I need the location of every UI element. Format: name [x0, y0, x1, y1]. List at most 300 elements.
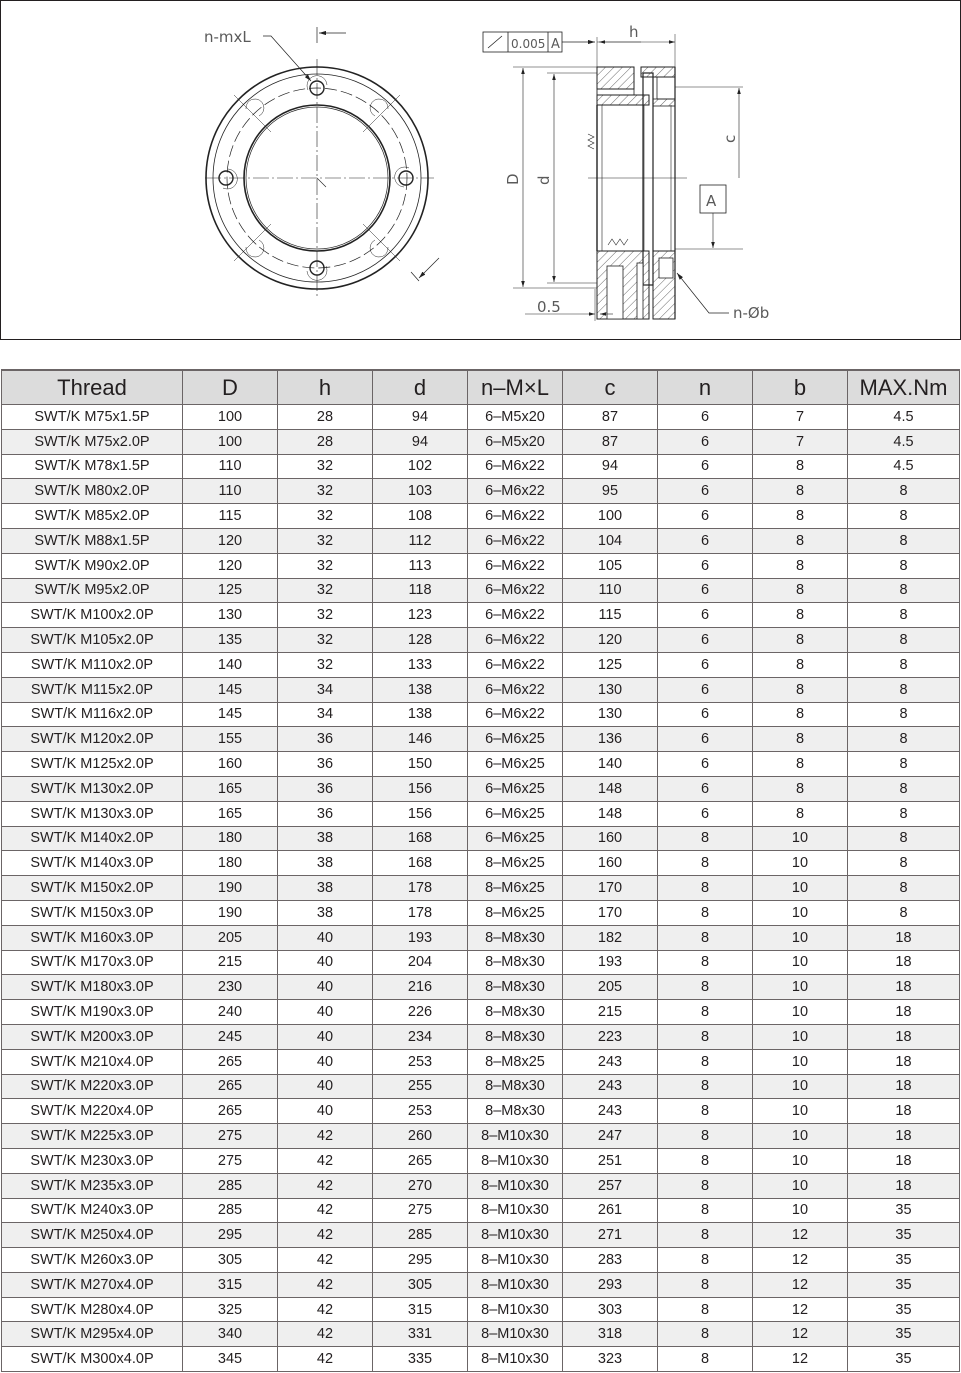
cell-d: 108 [373, 504, 468, 529]
cell-n: 6 [658, 702, 753, 727]
cell-n: 8 [658, 1099, 753, 1124]
bolt-hole [219, 169, 237, 189]
cell-n-M-L: 6–M6x22 [468, 628, 563, 653]
cell-b: 10 [753, 826, 848, 851]
cell-h: 38 [278, 851, 373, 876]
cell-thread: SWT/K M220x4.0P [2, 1099, 183, 1124]
bolt-pattern-label: n-mxL [204, 28, 251, 46]
cell-n-M-L: 8–M10x30 [468, 1272, 563, 1297]
cell-b: 10 [753, 925, 848, 950]
cell-thread: SWT/K M80x2.0P [2, 479, 183, 504]
cell-n: 6 [658, 677, 753, 702]
cell-d: 255 [373, 1074, 468, 1099]
cell-d: 226 [373, 1000, 468, 1025]
cell-b: 8 [753, 603, 848, 628]
cell-c: 120 [563, 628, 658, 653]
cell-d: 103 [373, 479, 468, 504]
cell-d: 156 [373, 801, 468, 826]
cell-n: 6 [658, 752, 753, 777]
cell-h: 36 [278, 727, 373, 752]
cell-d: 168 [373, 826, 468, 851]
cell-n-M-L: 6–M6x22 [468, 454, 563, 479]
cell-max-nm: 18 [848, 1124, 960, 1149]
table-row [2, 652, 960, 677]
cell-d: 146 [373, 727, 468, 752]
cell-b: 8 [753, 578, 848, 603]
cell-D: 240 [183, 1000, 278, 1025]
cell-D: 180 [183, 851, 278, 876]
cell-h: 42 [278, 1322, 373, 1347]
table-row [2, 1074, 960, 1099]
cell-h: 40 [278, 925, 373, 950]
cell-n: 8 [658, 851, 753, 876]
column-header-n-M-L: n–M×L [468, 370, 563, 405]
cell-b: 10 [753, 1198, 848, 1223]
column-header-b: b [753, 370, 848, 405]
cell-h: 42 [278, 1272, 373, 1297]
table-row [2, 727, 960, 752]
cell-D: 345 [183, 1347, 278, 1372]
table-row [2, 528, 960, 553]
cell-c: 130 [563, 677, 658, 702]
cell-max-nm: 18 [848, 1024, 960, 1049]
table-row [2, 1198, 960, 1223]
cell-n: 8 [658, 1223, 753, 1248]
cell-D: 275 [183, 1148, 278, 1173]
cell-thread: SWT/K M75x2.0P [2, 429, 183, 454]
cell-max-nm: 8 [848, 479, 960, 504]
cell-h: 42 [278, 1148, 373, 1173]
cell-d: 168 [373, 851, 468, 876]
cell-h: 40 [278, 1099, 373, 1124]
cell-c: 100 [563, 504, 658, 529]
cell-c: 148 [563, 801, 658, 826]
cell-n: 8 [658, 975, 753, 1000]
cell-c: 182 [563, 925, 658, 950]
table-row [2, 677, 960, 702]
cell-n-M-L: 8–M10x30 [468, 1223, 563, 1248]
cell-D: 165 [183, 776, 278, 801]
table-row [2, 851, 960, 876]
cell-thread: SWT/K M225x3.0P [2, 1124, 183, 1149]
cell-max-nm: 8 [848, 851, 960, 876]
cell-max-nm: 35 [848, 1248, 960, 1273]
tolerance-datum: A [551, 37, 560, 52]
cell-D: 295 [183, 1223, 278, 1248]
cell-c: 243 [563, 1099, 658, 1124]
cell-max-nm: 8 [848, 900, 960, 925]
cell-max-nm: 35 [848, 1223, 960, 1248]
cell-n-M-L: 8–M10x30 [468, 1173, 563, 1198]
cell-n: 8 [658, 1000, 753, 1025]
cell-b: 8 [753, 504, 848, 529]
cell-D: 110 [183, 479, 278, 504]
cell-n-M-L: 6–M6x25 [468, 801, 563, 826]
cell-c: 140 [563, 752, 658, 777]
table-row [2, 900, 960, 925]
cell-n: 6 [658, 801, 753, 826]
cell-n: 8 [658, 1173, 753, 1198]
cell-h: 32 [278, 479, 373, 504]
cell-n: 6 [658, 479, 753, 504]
cell-h: 42 [278, 1223, 373, 1248]
cell-max-nm: 8 [848, 727, 960, 752]
column-header-c: c [563, 370, 658, 405]
cell-d: 138 [373, 677, 468, 702]
column-header-d: d [373, 370, 468, 405]
cell-b: 8 [753, 702, 848, 727]
cell-max-nm: 4.5 [848, 405, 960, 430]
cell-D: 115 [183, 504, 278, 529]
table-row [2, 1000, 960, 1025]
cell-D: 110 [183, 454, 278, 479]
cell-n-M-L: 8–M6x25 [468, 876, 563, 901]
cell-thread: SWT/K M150x2.0P [2, 876, 183, 901]
cell-d: 305 [373, 1272, 468, 1297]
cell-d: 204 [373, 950, 468, 975]
cell-max-nm: 18 [848, 975, 960, 1000]
cell-thread: SWT/K M260x3.0P [2, 1248, 183, 1273]
cell-max-nm: 8 [848, 776, 960, 801]
cell-h: 42 [278, 1124, 373, 1149]
cell-thread: SWT/K M105x2.0P [2, 628, 183, 653]
cell-n-M-L: 8–M8x30 [468, 1074, 563, 1099]
cell-max-nm: 8 [848, 528, 960, 553]
cell-h: 42 [278, 1248, 373, 1273]
cell-thread: SWT/K M240x3.0P [2, 1198, 183, 1223]
cell-max-nm: 8 [848, 652, 960, 677]
column-header-thread: Thread [2, 370, 183, 405]
cell-max-nm: 35 [848, 1272, 960, 1297]
cell-max-nm: 8 [848, 702, 960, 727]
cell-n-M-L: 8–M8x30 [468, 925, 563, 950]
cell-c: 261 [563, 1198, 658, 1223]
cell-max-nm: 8 [848, 801, 960, 826]
tolerance-value: 0.005 [511, 37, 546, 51]
cell-b: 10 [753, 1099, 848, 1124]
cell-thread: SWT/K M120x2.0P [2, 727, 183, 752]
dimension-d-label: d [535, 175, 553, 185]
cell-d: 178 [373, 876, 468, 901]
cell-n: 8 [658, 925, 753, 950]
cell-c: 271 [563, 1223, 658, 1248]
cell-D: 145 [183, 677, 278, 702]
cell-thread: SWT/K M295x4.0P [2, 1322, 183, 1347]
cell-h: 38 [278, 826, 373, 851]
cell-d: 178 [373, 900, 468, 925]
table-row [2, 925, 960, 950]
cell-n-M-L: 6–M6x22 [468, 677, 563, 702]
cell-thread: SWT/K M75x1.5P [2, 405, 183, 430]
dimension-c-label: c [721, 134, 739, 143]
cell-h: 36 [278, 752, 373, 777]
cell-thread: SWT/K M140x3.0P [2, 851, 183, 876]
cell-h: 36 [278, 776, 373, 801]
cell-n: 8 [658, 1347, 753, 1372]
cell-n-M-L: 8–M10x30 [468, 1297, 563, 1322]
cell-h: 40 [278, 950, 373, 975]
cell-n-M-L: 8–M8x30 [468, 1000, 563, 1025]
cell-d: 133 [373, 652, 468, 677]
cell-c: 205 [563, 975, 658, 1000]
cell-thread: SWT/K M280x4.0P [2, 1297, 183, 1322]
cell-d: 234 [373, 1024, 468, 1049]
cell-d: 112 [373, 528, 468, 553]
cell-thread: SWT/K M270x4.0P [2, 1272, 183, 1297]
table-row [2, 1124, 960, 1149]
cell-n: 6 [658, 776, 753, 801]
cell-D: 265 [183, 1099, 278, 1124]
table-row [2, 975, 960, 1000]
table-row [2, 876, 960, 901]
cell-D: 315 [183, 1272, 278, 1297]
cell-n: 6 [658, 553, 753, 578]
cell-d: 315 [373, 1297, 468, 1322]
cell-n-M-L: 6–M6x25 [468, 752, 563, 777]
cell-thread: SWT/K M110x2.0P [2, 652, 183, 677]
cell-c: 243 [563, 1049, 658, 1074]
cell-D: 125 [183, 578, 278, 603]
cell-thread: SWT/K M220x3.0P [2, 1074, 183, 1099]
cell-d: 193 [373, 925, 468, 950]
table-row [2, 752, 960, 777]
cell-n: 6 [658, 652, 753, 677]
cell-max-nm: 18 [848, 1049, 960, 1074]
cell-max-nm: 18 [848, 950, 960, 975]
table-row [2, 553, 960, 578]
cell-c: 251 [563, 1148, 658, 1173]
cell-n-M-L: 8–M10x30 [468, 1248, 563, 1273]
table-row [2, 454, 960, 479]
cell-max-nm: 4.5 [848, 454, 960, 479]
cell-D: 275 [183, 1124, 278, 1149]
cell-n-M-L: 6–M5x20 [468, 405, 563, 430]
cell-max-nm: 8 [848, 677, 960, 702]
cell-max-nm: 8 [848, 826, 960, 851]
cell-D: 180 [183, 826, 278, 851]
cell-max-nm: 8 [848, 628, 960, 653]
cell-n: 8 [658, 1049, 753, 1074]
hole-label: n-Øb [733, 304, 770, 322]
cell-n: 8 [658, 1124, 753, 1149]
cell-thread: SWT/K M95x2.0P [2, 578, 183, 603]
cell-max-nm: 18 [848, 1000, 960, 1025]
cell-b: 8 [753, 454, 848, 479]
cell-b: 10 [753, 975, 848, 1000]
cell-thread: SWT/K M300x4.0P [2, 1347, 183, 1372]
front-view [205, 27, 439, 299]
cell-c: 170 [563, 900, 658, 925]
cell-c: 293 [563, 1272, 658, 1297]
cell-d: 295 [373, 1248, 468, 1273]
cell-n: 8 [658, 1198, 753, 1223]
cell-n-M-L: 6–M6x22 [468, 553, 563, 578]
cell-thread: SWT/K M85x2.0P [2, 504, 183, 529]
cell-d: 253 [373, 1099, 468, 1124]
cell-b: 8 [753, 727, 848, 752]
cell-thread: SWT/K M180x3.0P [2, 975, 183, 1000]
cell-d: 265 [373, 1148, 468, 1173]
cell-c: 148 [563, 776, 658, 801]
cell-D: 165 [183, 801, 278, 826]
cell-c: 223 [563, 1024, 658, 1049]
cell-max-nm: 8 [848, 603, 960, 628]
cell-n: 6 [658, 528, 753, 553]
cell-d: 94 [373, 429, 468, 454]
cell-n-M-L: 8–M8x30 [468, 975, 563, 1000]
cell-max-nm: 8 [848, 578, 960, 603]
cell-n-M-L: 8–M8x30 [468, 950, 563, 975]
cell-D: 120 [183, 553, 278, 578]
table-row [2, 1322, 960, 1347]
column-header-n: n [658, 370, 753, 405]
cell-d: 270 [373, 1173, 468, 1198]
cell-thread: SWT/K M200x3.0P [2, 1024, 183, 1049]
table-row [2, 1173, 960, 1198]
cell-n-M-L: 8–M8x30 [468, 1099, 563, 1124]
cell-b: 10 [753, 1049, 848, 1074]
cell-D: 265 [183, 1074, 278, 1099]
cell-n-M-L: 6–M6x22 [468, 528, 563, 553]
cell-h: 40 [278, 1074, 373, 1099]
cell-b: 8 [753, 553, 848, 578]
cell-D: 285 [183, 1198, 278, 1223]
cell-n: 8 [658, 1322, 753, 1347]
table-row [2, 1272, 960, 1297]
drawing-canvas [1, 1, 961, 341]
cell-h: 32 [278, 504, 373, 529]
cell-b: 12 [753, 1223, 848, 1248]
cell-d: 156 [373, 776, 468, 801]
cell-D: 135 [183, 628, 278, 653]
cell-b: 12 [753, 1272, 848, 1297]
cell-b: 12 [753, 1297, 848, 1322]
table-row [2, 801, 960, 826]
cell-thread: SWT/K M100x2.0P [2, 603, 183, 628]
cell-thread: SWT/K M170x3.0P [2, 950, 183, 975]
cell-n: 8 [658, 1148, 753, 1173]
cell-D: 155 [183, 727, 278, 752]
cell-thread: SWT/K M235x3.0P [2, 1173, 183, 1198]
cell-b: 10 [753, 1074, 848, 1099]
cell-c: 87 [563, 405, 658, 430]
table-row [2, 826, 960, 851]
table-row [2, 578, 960, 603]
cell-D: 265 [183, 1049, 278, 1074]
cell-c: 247 [563, 1124, 658, 1149]
cell-D: 130 [183, 603, 278, 628]
cell-h: 40 [278, 1049, 373, 1074]
cell-n: 8 [658, 950, 753, 975]
cell-n: 6 [658, 628, 753, 653]
cell-max-nm: 18 [848, 1173, 960, 1198]
cell-n: 6 [658, 454, 753, 479]
table-header-row [2, 370, 960, 405]
offset-label: 0.5 [537, 298, 561, 316]
cell-d: 123 [373, 603, 468, 628]
cell-n-M-L: 8–M10x30 [468, 1322, 563, 1347]
cell-D: 285 [183, 1173, 278, 1198]
cell-D: 100 [183, 405, 278, 430]
cell-b: 8 [753, 628, 848, 653]
cell-max-nm: 35 [848, 1322, 960, 1347]
cell-n: 8 [658, 1074, 753, 1099]
table-row [2, 1024, 960, 1049]
cell-n-M-L: 8–M10x30 [468, 1347, 563, 1372]
cell-D: 230 [183, 975, 278, 1000]
cell-max-nm: 4.5 [848, 429, 960, 454]
cell-c: 243 [563, 1074, 658, 1099]
table-row [2, 479, 960, 504]
cell-d: 102 [373, 454, 468, 479]
cell-max-nm: 18 [848, 925, 960, 950]
cell-thread: SWT/K M160x3.0P [2, 925, 183, 950]
cell-max-nm: 35 [848, 1347, 960, 1372]
cell-n: 6 [658, 504, 753, 529]
table-row [2, 1248, 960, 1273]
cell-n: 8 [658, 1024, 753, 1049]
cell-b: 10 [753, 1173, 848, 1198]
column-header-max-nm: MAX.Nm [848, 370, 960, 405]
cell-n: 8 [658, 900, 753, 925]
cell-d: 150 [373, 752, 468, 777]
table-row [2, 1347, 960, 1372]
cell-c: 110 [563, 578, 658, 603]
cell-c: 215 [563, 1000, 658, 1025]
column-header-h: h [278, 370, 373, 405]
cell-c: 104 [563, 528, 658, 553]
cell-n: 6 [658, 603, 753, 628]
cell-c: 136 [563, 727, 658, 752]
column-header-D: D [183, 370, 278, 405]
cell-n-M-L: 6–M5x20 [468, 429, 563, 454]
cell-thread: SWT/K M210x4.0P [2, 1049, 183, 1074]
cell-thread: SWT/K M140x2.0P [2, 826, 183, 851]
cell-h: 38 [278, 876, 373, 901]
cell-max-nm: 8 [848, 504, 960, 529]
cell-b: 10 [753, 1024, 848, 1049]
runout-arrow-icon [488, 36, 502, 48]
cell-n: 8 [658, 1248, 753, 1273]
cell-D: 100 [183, 429, 278, 454]
cell-b: 10 [753, 1124, 848, 1149]
cell-n: 8 [658, 876, 753, 901]
cell-D: 305 [183, 1248, 278, 1273]
cell-c: 193 [563, 950, 658, 975]
cell-n-M-L: 6–M6x22 [468, 504, 563, 529]
cell-n-M-L: 6–M6x22 [468, 652, 563, 677]
cell-max-nm: 8 [848, 553, 960, 578]
side-view [483, 32, 743, 321]
cell-h: 32 [278, 528, 373, 553]
cell-n: 8 [658, 1297, 753, 1322]
table-row [2, 950, 960, 975]
cell-b: 7 [753, 429, 848, 454]
cell-D: 120 [183, 528, 278, 553]
cell-max-nm: 35 [848, 1297, 960, 1322]
cell-h: 28 [278, 429, 373, 454]
cell-D: 190 [183, 876, 278, 901]
cell-b: 8 [753, 801, 848, 826]
cell-n: 6 [658, 405, 753, 430]
cell-c: 115 [563, 603, 658, 628]
table-row [2, 628, 960, 653]
cell-h: 40 [278, 975, 373, 1000]
cell-c: 170 [563, 876, 658, 901]
cell-thread: SWT/K M250x4.0P [2, 1223, 183, 1248]
cell-thread: SWT/K M90x2.0P [2, 553, 183, 578]
cell-max-nm: 18 [848, 1099, 960, 1124]
